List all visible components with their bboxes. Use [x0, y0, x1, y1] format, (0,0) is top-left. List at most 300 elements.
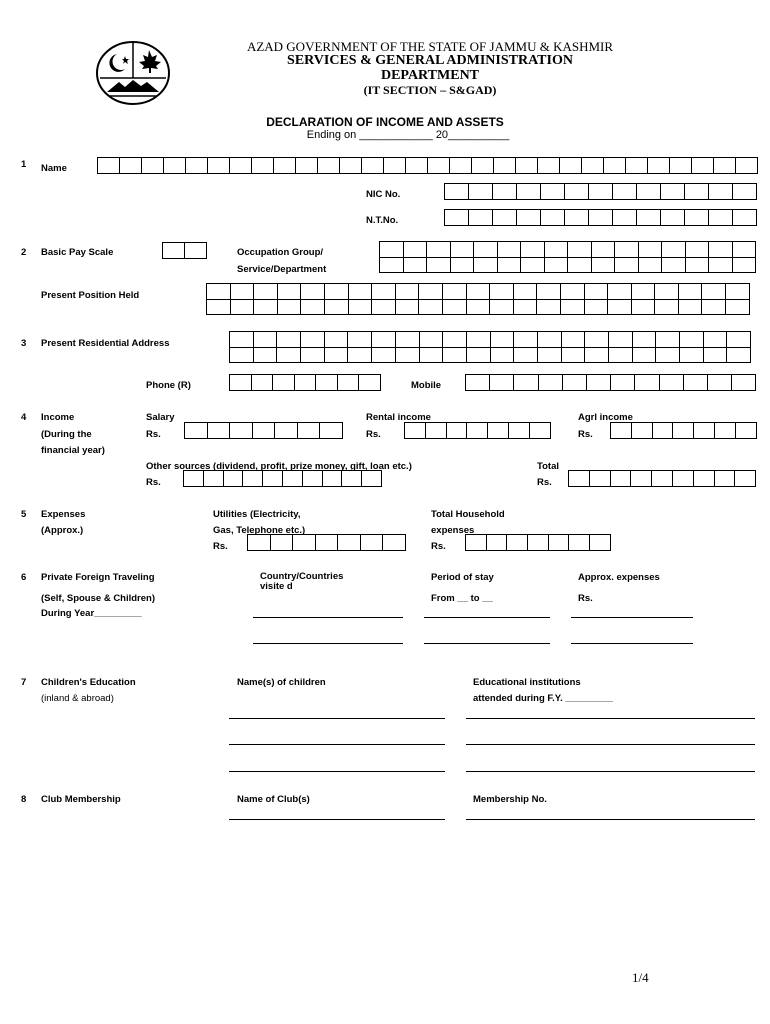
input-cell[interactable]: [98, 158, 120, 174]
input-cell[interactable]: [383, 535, 406, 551]
period-line-2[interactable]: [424, 643, 550, 644]
input-cell[interactable]: [498, 257, 522, 273]
input-cell[interactable]: [443, 347, 467, 363]
input-cell[interactable]: [733, 210, 757, 226]
input-cell[interactable]: [726, 299, 750, 315]
input-cell[interactable]: [637, 184, 661, 200]
input-cell[interactable]: [732, 375, 756, 391]
input-cell[interactable]: [325, 347, 349, 363]
input-cell[interactable]: [604, 158, 626, 174]
financial-year-label: financial year): [41, 445, 105, 456]
during-label: (During the: [41, 429, 92, 440]
input-cell[interactable]: [428, 158, 450, 174]
input-cell[interactable]: [396, 299, 420, 315]
input-cell[interactable]: [709, 242, 733, 258]
input-cell[interactable]: [348, 332, 372, 348]
name-field[interactable]: [97, 157, 758, 174]
section-number: 7: [21, 677, 27, 688]
input-cell[interactable]: [275, 423, 298, 439]
input-cell[interactable]: [494, 158, 516, 174]
input-cell[interactable]: [541, 210, 565, 226]
input-cell[interactable]: [487, 535, 508, 551]
input-cell[interactable]: [450, 158, 472, 174]
input-cell[interactable]: [565, 184, 589, 200]
institution-line-1[interactable]: [466, 718, 755, 719]
input-cell[interactable]: [323, 471, 343, 487]
input-cell[interactable]: [537, 284, 561, 300]
input-cell[interactable]: [349, 299, 373, 315]
input-cell[interactable]: [613, 184, 637, 200]
input-cell[interactable]: [585, 284, 609, 300]
input-cell[interactable]: [637, 210, 661, 226]
input-cell[interactable]: [694, 423, 715, 439]
phone-field[interactable]: [229, 374, 381, 391]
input-cell[interactable]: [560, 158, 582, 174]
input-cell[interactable]: [338, 375, 360, 391]
input-cell[interactable]: [561, 299, 585, 315]
address-field-row2[interactable]: [229, 347, 751, 363]
input-cell[interactable]: [224, 471, 244, 487]
input-cell[interactable]: [296, 158, 318, 174]
input-cell[interactable]: [380, 257, 404, 273]
input-cell[interactable]: [514, 332, 538, 348]
input-cell[interactable]: [563, 375, 587, 391]
input-cell[interactable]: [662, 242, 686, 258]
input-cell[interactable]: [708, 375, 732, 391]
input-cell[interactable]: [686, 257, 710, 273]
input-cell[interactable]: [608, 299, 632, 315]
input-cell[interactable]: [590, 471, 611, 487]
input-cell[interactable]: [396, 347, 420, 363]
children-line-1[interactable]: [229, 718, 445, 719]
input-cell[interactable]: [507, 535, 528, 551]
input-cell[interactable]: [254, 284, 278, 300]
country-line-1[interactable]: [253, 617, 403, 618]
input-cell[interactable]: [359, 375, 381, 391]
input-cell[interactable]: [303, 471, 323, 487]
input-cell[interactable]: [613, 210, 637, 226]
input-cell[interactable]: [709, 257, 733, 273]
input-cell[interactable]: [679, 299, 703, 315]
input-cell[interactable]: [466, 535, 487, 551]
input-cell[interactable]: [208, 158, 230, 174]
input-cell[interactable]: [704, 332, 728, 348]
input-cell[interactable]: [420, 332, 444, 348]
input-cell[interactable]: [517, 210, 541, 226]
input-cell[interactable]: [445, 184, 469, 200]
input-cell[interactable]: [514, 347, 538, 363]
input-cell[interactable]: [488, 423, 509, 439]
input-cell[interactable]: [733, 184, 757, 200]
input-cell[interactable]: [293, 535, 316, 551]
input-cell[interactable]: [694, 471, 715, 487]
input-cell[interactable]: [516, 158, 538, 174]
input-cell[interactable]: [277, 347, 301, 363]
input-cell[interactable]: [207, 284, 231, 300]
input-cell[interactable]: [521, 242, 545, 258]
input-cell[interactable]: [207, 299, 231, 315]
input-cell[interactable]: [338, 535, 361, 551]
input-cell[interactable]: [419, 284, 443, 300]
input-cell[interactable]: [655, 299, 679, 315]
input-cell[interactable]: [727, 332, 751, 348]
input-cell[interactable]: [277, 332, 301, 348]
household-rs-label: Rs.: [431, 541, 446, 552]
input-cell[interactable]: [320, 423, 343, 439]
input-cell[interactable]: [491, 332, 515, 348]
input-cell[interactable]: [517, 184, 541, 200]
input-cell[interactable]: [702, 284, 726, 300]
input-cell[interactable]: [673, 471, 694, 487]
input-cell[interactable]: [631, 471, 652, 487]
input-cell[interactable]: [715, 423, 736, 439]
input-cell[interactable]: [295, 375, 317, 391]
input-cell[interactable]: [362, 471, 382, 487]
input-cell[interactable]: [615, 242, 639, 258]
input-cell[interactable]: [405, 423, 426, 439]
input-cell[interactable]: [230, 375, 252, 391]
input-cell[interactable]: [490, 284, 514, 300]
input-cell[interactable]: [204, 471, 224, 487]
expense-line-1[interactable]: [571, 617, 693, 618]
input-cell[interactable]: [632, 284, 656, 300]
input-cell[interactable]: [248, 535, 271, 551]
club-name-line[interactable]: [229, 819, 445, 820]
household-field[interactable]: [465, 534, 611, 551]
input-cell[interactable]: [592, 242, 616, 258]
input-cell[interactable]: [609, 347, 633, 363]
input-cell[interactable]: [362, 158, 384, 174]
input-cell[interactable]: [538, 332, 562, 348]
input-cell[interactable]: [283, 471, 303, 487]
input-cell[interactable]: [670, 158, 692, 174]
input-cell[interactable]: [467, 284, 491, 300]
input-cell[interactable]: [447, 423, 468, 439]
input-cell[interactable]: [561, 284, 585, 300]
input-cell[interactable]: [679, 284, 703, 300]
input-cell[interactable]: [372, 299, 396, 315]
input-cell[interactable]: [466, 375, 490, 391]
input-cell[interactable]: [545, 242, 569, 258]
input-cell[interactable]: [686, 242, 710, 258]
input-cell[interactable]: [585, 332, 609, 348]
input-cell[interactable]: [541, 184, 565, 200]
input-cell[interactable]: [301, 332, 325, 348]
input-cell[interactable]: [562, 347, 586, 363]
input-cell[interactable]: [342, 471, 362, 487]
input-cell[interactable]: [404, 242, 428, 258]
input-cell[interactable]: [587, 375, 611, 391]
input-cell[interactable]: [467, 423, 488, 439]
input-cell[interactable]: [253, 423, 276, 439]
input-cell[interactable]: [568, 242, 592, 258]
input-cell[interactable]: [514, 284, 538, 300]
input-cell[interactable]: [325, 284, 349, 300]
input-cell[interactable]: [380, 242, 404, 258]
input-cell[interactable]: [685, 210, 709, 226]
input-cell[interactable]: [372, 332, 396, 348]
rental-field[interactable]: [404, 422, 551, 439]
input-cell[interactable]: [301, 299, 325, 315]
institution-line-2[interactable]: [466, 744, 755, 745]
input-cell[interactable]: [582, 158, 604, 174]
input-cell[interactable]: [653, 423, 674, 439]
input-cell[interactable]: [361, 535, 384, 551]
input-cell[interactable]: [396, 332, 420, 348]
input-cell[interactable]: [467, 332, 491, 348]
input-cell[interactable]: [726, 284, 750, 300]
nic-field[interactable]: [444, 183, 757, 200]
input-cell[interactable]: [325, 332, 349, 348]
input-cell[interactable]: [521, 257, 545, 273]
input-cell[interactable]: [490, 299, 514, 315]
input-cell[interactable]: [230, 423, 253, 439]
utilities-label: Utilities (Electricity,: [213, 509, 301, 520]
input-cell[interactable]: [278, 284, 302, 300]
input-cell[interactable]: [443, 332, 467, 348]
input-cell[interactable]: [186, 158, 208, 174]
phone-label: Phone (R): [146, 380, 191, 391]
input-cell[interactable]: [406, 158, 428, 174]
input-cell[interactable]: [316, 535, 339, 551]
input-cell[interactable]: [254, 347, 278, 363]
input-cell[interactable]: [348, 347, 372, 363]
input-cell[interactable]: [419, 299, 443, 315]
input-cell[interactable]: [632, 423, 653, 439]
input-cell[interactable]: [443, 299, 467, 315]
input-cell[interactable]: [298, 423, 321, 439]
input-cell[interactable]: [608, 284, 632, 300]
input-cell[interactable]: [585, 299, 609, 315]
utilities-label2: Gas, Telephone etc.): [213, 525, 306, 536]
agri-rs-label: Rs.: [578, 429, 593, 440]
input-cell[interactable]: [736, 423, 757, 439]
input-cell[interactable]: [426, 423, 447, 439]
ntn-field[interactable]: [444, 209, 757, 226]
input-cell[interactable]: [514, 375, 538, 391]
input-cell[interactable]: [451, 257, 475, 273]
input-cell[interactable]: [639, 242, 663, 258]
input-cell[interactable]: [733, 242, 757, 258]
input-cell[interactable]: [230, 347, 254, 363]
input-cell[interactable]: [633, 347, 657, 363]
input-cell[interactable]: [316, 375, 338, 391]
input-cell[interactable]: [684, 375, 708, 391]
input-cell[interactable]: [467, 347, 491, 363]
occupation-field-row1[interactable]: [379, 241, 756, 258]
salary-rs-label: Rs.: [146, 429, 161, 440]
input-cell[interactable]: [340, 158, 362, 174]
input-cell[interactable]: [685, 184, 709, 200]
input-cell[interactable]: [120, 158, 142, 174]
input-cell[interactable]: [655, 284, 679, 300]
input-cell[interactable]: [231, 284, 255, 300]
input-cell[interactable]: [590, 535, 611, 551]
input-cell[interactable]: [301, 347, 325, 363]
input-cell[interactable]: [404, 257, 428, 273]
input-cell[interactable]: [626, 158, 648, 174]
input-cell[interactable]: [230, 332, 254, 348]
input-cell[interactable]: [493, 210, 517, 226]
input-cell[interactable]: [263, 471, 283, 487]
input-cell[interactable]: [396, 284, 420, 300]
input-cell[interactable]: [349, 284, 373, 300]
input-cell[interactable]: [469, 210, 493, 226]
input-cell[interactable]: [585, 347, 609, 363]
input-cell[interactable]: [652, 471, 673, 487]
total-field[interactable]: [568, 470, 756, 487]
input-cell[interactable]: [589, 210, 613, 226]
input-cell[interactable]: [274, 158, 296, 174]
input-cell[interactable]: [427, 242, 451, 258]
input-cell[interactable]: [639, 257, 663, 273]
bps-field[interactable]: [162, 242, 207, 259]
input-cell[interactable]: [451, 242, 475, 258]
input-cell[interactable]: [692, 158, 714, 174]
input-cell[interactable]: [589, 184, 613, 200]
input-cell[interactable]: [427, 257, 451, 273]
input-cell[interactable]: [509, 423, 530, 439]
input-cell[interactable]: [656, 347, 680, 363]
input-cell[interactable]: [709, 210, 733, 226]
input-cell[interactable]: [185, 423, 208, 439]
input-cell[interactable]: [545, 257, 569, 273]
input-cell[interactable]: [254, 299, 278, 315]
input-cell[interactable]: [714, 158, 736, 174]
input-cell[interactable]: [702, 299, 726, 315]
input-cell[interactable]: [278, 299, 302, 315]
other-sources-field[interactable]: [183, 470, 382, 487]
input-cell[interactable]: [709, 184, 733, 200]
children-line-2[interactable]: [229, 744, 445, 745]
input-cell[interactable]: [252, 158, 274, 174]
input-cell[interactable]: [474, 242, 498, 258]
input-cell[interactable]: [184, 471, 204, 487]
income-label: Income: [41, 412, 75, 423]
input-cell[interactable]: [733, 257, 757, 273]
input-cell[interactable]: [538, 347, 562, 363]
input-cell[interactable]: [493, 184, 517, 200]
salary-field[interactable]: [184, 422, 343, 439]
input-cell[interactable]: [528, 535, 549, 551]
input-cell[interactable]: [660, 375, 684, 391]
input-cell[interactable]: [491, 347, 515, 363]
utilities-rs-label: Rs.: [213, 541, 228, 552]
input-cell[interactable]: [538, 158, 560, 174]
input-cell[interactable]: [318, 158, 340, 174]
input-cell[interactable]: [715, 471, 736, 487]
input-cell[interactable]: [611, 423, 632, 439]
ntn-label: N.T.No.: [366, 215, 399, 226]
input-cell[interactable]: [662, 257, 686, 273]
input-cell[interactable]: [635, 375, 659, 391]
input-cell[interactable]: [472, 158, 494, 174]
input-cell[interactable]: [648, 158, 670, 174]
input-cell[interactable]: [611, 375, 635, 391]
input-cell[interactable]: [474, 257, 498, 273]
input-cell[interactable]: [164, 158, 186, 174]
input-cell[interactable]: [609, 332, 633, 348]
input-cell[interactable]: [142, 158, 164, 174]
institution-line-3[interactable]: [466, 771, 755, 772]
input-cell[interactable]: [673, 423, 694, 439]
input-cell[interactable]: [384, 158, 406, 174]
position-field-row2[interactable]: [206, 299, 750, 315]
input-cell[interactable]: [680, 347, 704, 363]
input-cell[interactable]: [372, 284, 396, 300]
input-cell[interactable]: [549, 535, 570, 551]
input-cell[interactable]: [530, 423, 551, 439]
input-cell[interactable]: [633, 332, 657, 348]
position-field-row1[interactable]: [206, 283, 750, 300]
input-cell[interactable]: [568, 257, 592, 273]
input-cell[interactable]: [420, 347, 444, 363]
input-cell[interactable]: [243, 471, 263, 487]
input-cell[interactable]: [445, 210, 469, 226]
country-line-2[interactable]: [253, 643, 403, 644]
attended-label: attended during F.Y. _________: [473, 693, 613, 704]
input-cell[interactable]: [539, 375, 563, 391]
input-cell[interactable]: [565, 210, 589, 226]
input-cell[interactable]: [514, 299, 538, 315]
input-cell[interactable]: [273, 375, 295, 391]
address-field-row1[interactable]: [229, 331, 751, 348]
input-cell[interactable]: [735, 471, 756, 487]
input-cell[interactable]: [537, 299, 561, 315]
input-cell[interactable]: [254, 332, 278, 348]
input-cell[interactable]: [252, 375, 274, 391]
input-cell[interactable]: [611, 471, 632, 487]
input-cell[interactable]: [231, 299, 255, 315]
input-cell[interactable]: [736, 158, 758, 174]
input-cell[interactable]: [615, 257, 639, 273]
input-cell[interactable]: [656, 332, 680, 348]
input-cell[interactable]: [680, 332, 704, 348]
input-cell[interactable]: [185, 243, 207, 259]
input-cell[interactable]: [498, 242, 522, 258]
input-cell[interactable]: [661, 210, 685, 226]
agri-field[interactable]: [610, 422, 757, 439]
input-cell[interactable]: [592, 257, 616, 273]
input-cell[interactable]: [490, 375, 514, 391]
input-cell[interactable]: [443, 284, 467, 300]
input-cell[interactable]: [632, 299, 656, 315]
children-line-3[interactable]: [229, 771, 445, 772]
membership-no-line[interactable]: [466, 819, 755, 820]
mobile-field[interactable]: [465, 374, 756, 391]
input-cell[interactable]: [467, 299, 491, 315]
input-cell[interactable]: [569, 535, 590, 551]
input-cell[interactable]: [562, 332, 586, 348]
utilities-field[interactable]: [247, 534, 406, 551]
occupation-field-row2[interactable]: [379, 257, 756, 273]
input-cell[interactable]: [704, 347, 728, 363]
input-cell[interactable]: [230, 158, 252, 174]
input-cell[interactable]: [569, 471, 590, 487]
input-cell[interactable]: [727, 347, 751, 363]
input-cell[interactable]: [325, 299, 349, 315]
input-cell[interactable]: [271, 535, 294, 551]
input-cell[interactable]: [208, 423, 231, 439]
expense-line-2[interactable]: [571, 643, 693, 644]
input-cell[interactable]: [301, 284, 325, 300]
input-cell[interactable]: [163, 243, 185, 259]
period-line-1[interactable]: [424, 617, 550, 618]
input-cell[interactable]: [372, 347, 396, 363]
input-cell[interactable]: [661, 184, 685, 200]
total-label: Total: [537, 461, 559, 472]
input-cell[interactable]: [469, 184, 493, 200]
